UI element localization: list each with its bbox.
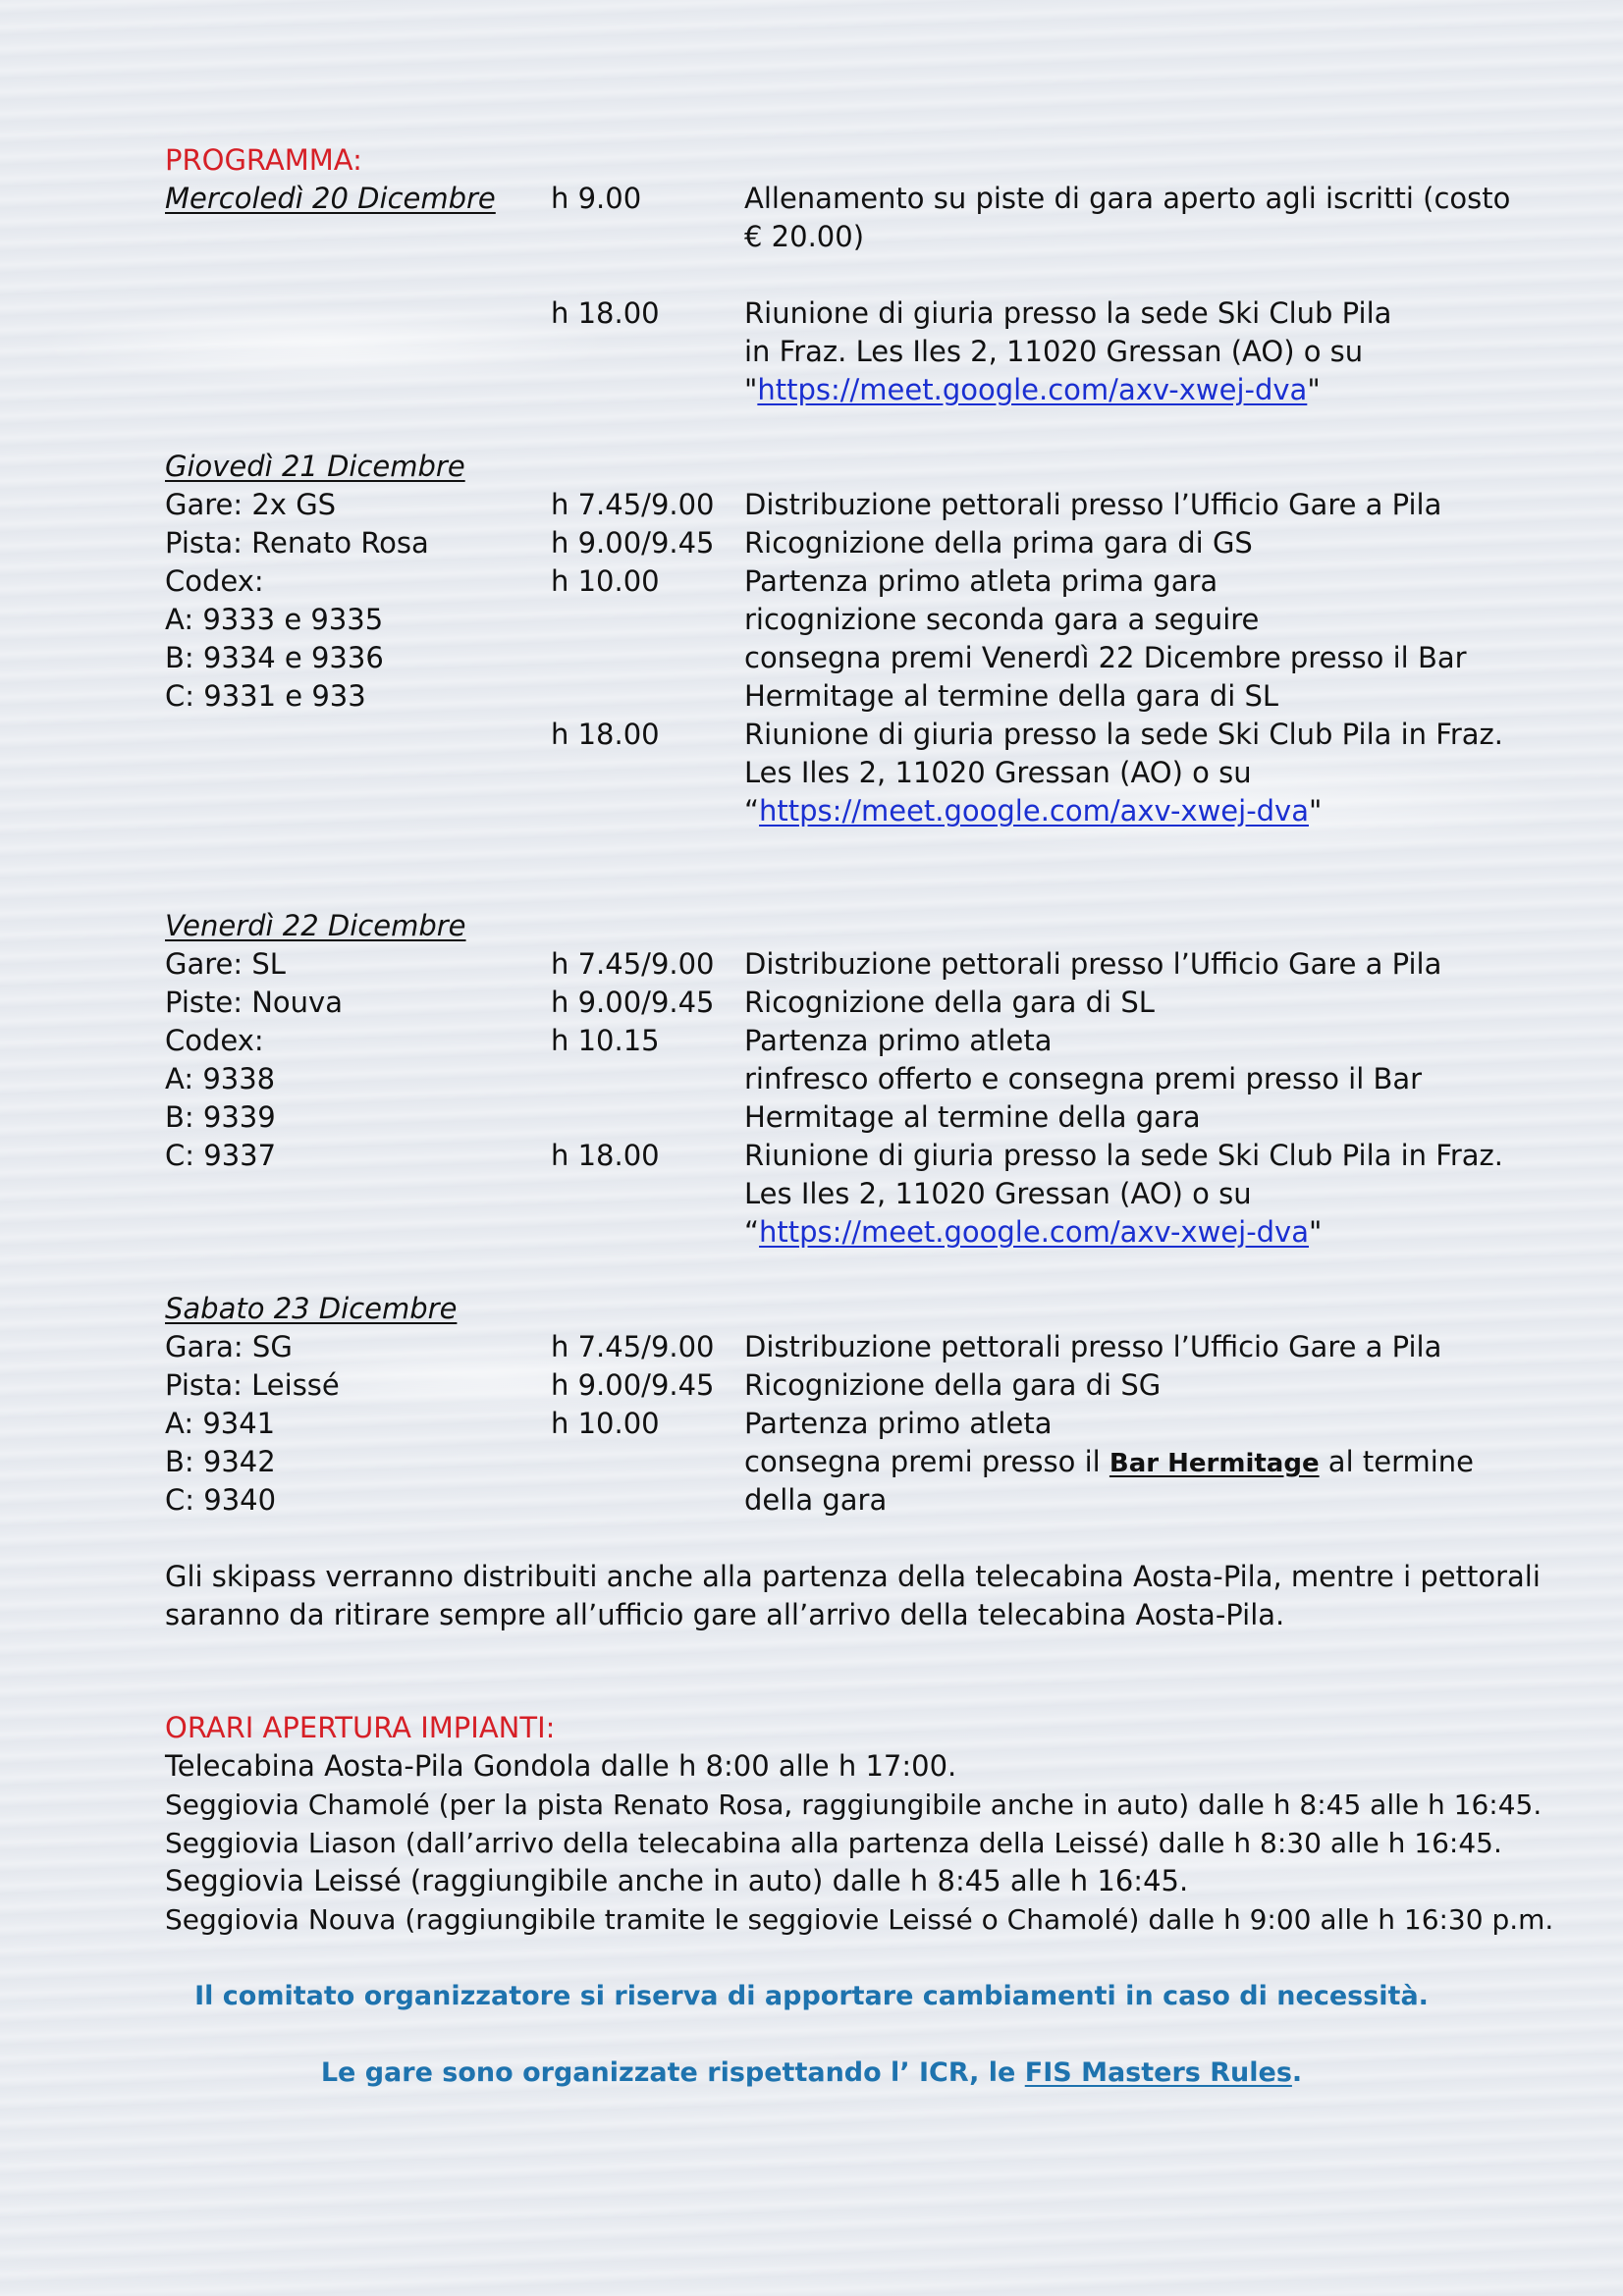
fri-codex-b: B: 9339	[165, 1100, 276, 1134]
time-sat-1: h 7.45/9.00	[551, 1330, 715, 1363]
day-heading-saturday: Sabato 23 Dicembre	[165, 1292, 458, 1325]
meet-link-wed[interactable]: https://meet.google.com/axv-xwej-dva	[757, 373, 1308, 406]
desc-sat-4	[744, 1443, 1474, 1483]
desc-sat-5: della gara	[744, 1483, 888, 1517]
day-heading-friday: Venerdì 22 Dicembre	[165, 909, 466, 942]
desc-sat-1: Distribuzione pettorali presso l’Ufficio Gare a Pila	[744, 1330, 1442, 1363]
rules-note	[0, 2054, 1623, 2092]
fri-codex-a: A: 9338	[165, 1062, 276, 1095]
time-thu-1: h 7.45/9.00	[551, 488, 715, 521]
thu-info-race: Gare: 2x GS	[165, 488, 337, 521]
desc-wed-2b: in Fraz. Les Iles 2, 11020 Gressan (AO) o su	[744, 335, 1364, 368]
programma-heading: PROGRAMMA:	[165, 143, 362, 177]
fri-info-codex: Codex:	[165, 1024, 264, 1057]
fis-masters-rules-link[interactable]: FIS Masters Rules	[1024, 2057, 1292, 2088]
quote-open: “	[744, 794, 760, 828]
quote-close: "	[1309, 794, 1323, 828]
desc-thu-3: Partenza primo atleta prima gara	[744, 564, 1218, 598]
sat-codex-b: B: 9342	[165, 1445, 276, 1478]
time-fri-1: h 7.45/9.00	[551, 947, 715, 981]
time-thu-4: h 18.00	[551, 718, 660, 751]
sat-info-race: Gara: SG	[165, 1330, 293, 1363]
desc-fri-3: Partenza primo atleta	[744, 1024, 1053, 1057]
skipass-line-2: saranno da ritirare sempre all’ufficio gare all’arrivo della telecabina Aosta-Pila.	[165, 1598, 1285, 1631]
desc-fri-1: Distribuzione pettorali presso l’Ufficio Gare a Pila	[744, 947, 1442, 981]
thu-codex-c: C: 9331 e 933	[165, 679, 366, 713]
quote-open: "	[744, 373, 758, 406]
desc-thu-6: Hermitage al termine della gara di SL	[744, 679, 1279, 713]
quote-open: “	[744, 1215, 760, 1249]
meet-link-fri[interactable]: https://meet.google.com/axv-xwej-dva	[759, 1215, 1309, 1249]
rules-note-end: .	[1291, 2057, 1303, 2088]
orari-heading: ORARI APERTURA IMPIANTI:	[165, 1711, 556, 1744]
orari-line-2: Seggiovia Chamolé (per la pista Renato Rosa, raggiungibile anche in auto) dalle h 8:45 alle h 16:45.	[165, 1789, 1542, 1821]
orari-line-5: Seggiovia Nouva (raggiungibile tramite le seggiovie Leissé o Chamolé) dalle h 9:00 alle h 16:30 p.m.	[165, 1903, 1554, 1936]
orari-line-3: Seggiovia Liason (dall’arrivo della telecabina alla partenza della Leissé) dalle h 8:30 alle h 16:45.	[165, 1827, 1502, 1859]
fri-codex-c: C: 9337	[165, 1139, 277, 1172]
sat-info-track: Pista: Leissé	[165, 1368, 340, 1402]
time-thu-3: h 10.00	[551, 564, 660, 598]
time-wed-2: h 18.00	[551, 296, 660, 330]
desc-thu-7: Riunione di giuria presso la sede Ski Club Pila in Fraz.	[744, 718, 1503, 751]
sat-codex-a: A: 9341	[165, 1407, 276, 1440]
time-thu-2: h 9.00/9.45	[551, 526, 715, 560]
quote-close: "	[1307, 373, 1321, 406]
orari-line-4: Seggiovia Leissé (raggiungibile anche in auto) dalle h 8:45 alle h 16:45.	[165, 1864, 1189, 1897]
fri-info-track: Piste: Nouva	[165, 986, 343, 1019]
meet-link-line-wed	[744, 371, 1321, 409]
day-heading-wednesday: Mercoledì 20 Dicembre	[165, 182, 496, 215]
thu-codex-b: B: 9334 e 9336	[165, 641, 384, 674]
time-fri-3: h 10.15	[551, 1024, 660, 1057]
premi-text-end: al termine	[1319, 1445, 1475, 1478]
desc-fri-7: Les Iles 2, 11020 Gressan (AO) o su	[744, 1177, 1252, 1210]
desc-wed-2a: Riunione di giuria presso la sede Ski Club Pila	[744, 296, 1392, 330]
desc-fri-5: Hermitage al termine della gara	[744, 1100, 1201, 1134]
desc-fri-6: Riunione di giuria presso la sede Ski Club Pila in Fraz.	[744, 1139, 1503, 1172]
desc-fri-4: rinfresco offerto e consegna premi presso il Bar	[744, 1062, 1423, 1095]
meet-link-line-thu	[744, 792, 1322, 830]
meet-link-line-fri	[744, 1213, 1322, 1252]
desc-thu-4: ricognizione seconda gara a seguire	[744, 603, 1260, 636]
orari-line-1: Telecabina Aosta-Pila Gondola dalle h 8:00 alle h 17:00.	[165, 1749, 957, 1783]
fri-info-race: Gare: SL	[165, 947, 286, 981]
skipass-line-1: Gli skipass verranno distribuiti anche alla partenza della telecabina Aosta-Pila, mentre i pettorali	[165, 1560, 1541, 1593]
sat-codex-c: C: 9340	[165, 1483, 277, 1517]
committee-note: Il comitato organizzatore si riserva di apportare cambiamenti in caso di necessità.	[194, 1981, 1429, 2011]
meet-link-thu[interactable]: https://meet.google.com/axv-xwej-dva	[759, 794, 1309, 828]
desc-sat-2: Ricognizione della gara di SG	[744, 1368, 1162, 1402]
quote-close: "	[1309, 1215, 1323, 1249]
desc-sat-3: Partenza primo atleta	[744, 1407, 1053, 1440]
desc-thu-8: Les Iles 2, 11020 Gressan (AO) o su	[744, 756, 1252, 789]
thu-info-codex: Codex:	[165, 564, 264, 598]
time-wed-1: h 9.00	[551, 182, 642, 215]
time-fri-4: h 18.00	[551, 1139, 660, 1172]
desc-fri-2: Ricognizione della gara di SL	[744, 986, 1155, 1019]
desc-thu-1: Distribuzione pettorali presso l’Ufficio Gare a Pila	[744, 488, 1442, 521]
thu-codex-a: A: 9333 e 9335	[165, 603, 384, 636]
bar-hermitage-link[interactable]: Bar Hermitage	[1109, 1449, 1320, 1478]
day-heading-thursday: Giovedì 21 Dicembre	[165, 450, 465, 483]
desc-wed-1b: € 20.00)	[744, 220, 865, 253]
desc-thu-2: Ricognizione della prima gara di GS	[744, 526, 1253, 560]
time-sat-3: h 10.00	[551, 1407, 660, 1440]
desc-thu-5: consegna premi Venerdì 22 Dicembre presso il Bar	[744, 641, 1467, 674]
thu-info-track: Pista: Renato Rosa	[165, 526, 429, 560]
time-fri-2: h 9.00/9.45	[551, 986, 715, 1019]
rules-note-text: Le gare sono organizzate rispettando l’ ICR, le	[320, 2057, 1025, 2088]
premi-text: consegna premi presso il	[744, 1445, 1109, 1478]
desc-wed-1a: Allenamento su piste di gara aperto agli iscritti (costo	[744, 182, 1511, 215]
time-sat-2: h 9.00/9.45	[551, 1368, 715, 1402]
